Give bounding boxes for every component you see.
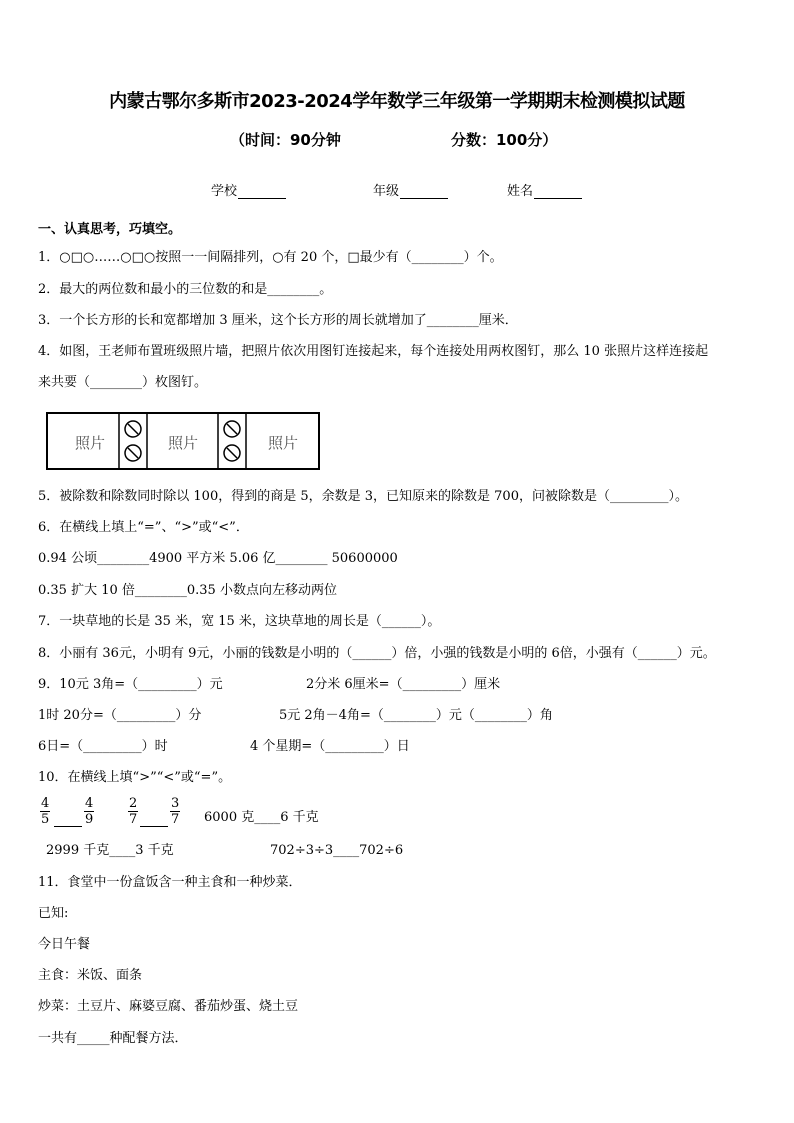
exam-score: 分数：100分） [451,131,558,149]
pin-icon [224,445,240,461]
question-10c: 6000 克____6 千克 [204,810,319,825]
fraction: $\frac{4}{5}$ [41,796,50,827]
question-4-line-1: 4．如图，王老师布置班级照片墙，把照片依次用图钉连接起来，每个连接处用两枚图钉，那么 10 张照片这样连接起 [38,344,709,359]
pin-icon [125,421,141,437]
question-9e: 6日=（_________）时 [38,739,168,754]
answer-blank[interactable] [54,816,82,827]
question-9f: 4 个星期=（_________）日 [250,739,410,754]
question-9d: 5元 2角－4角=（________）元（________）角 [279,708,553,723]
school-line [238,186,286,199]
grade-label: 年级 [373,184,400,199]
school-label: 学校 [211,184,238,199]
question-8: 8．小丽有 36元，小明有 9元，小丽的钱数是小明的（______）倍，小强的钱数是小明的 6倍，小强有（______）元。 [38,646,716,661]
name-field[interactable] [507,180,582,199]
fraction: $\frac{2}{7}$ [129,796,138,827]
question-11-known: 已知: [38,906,69,921]
question-5: 5．被除数和除数同时除以 100，得到的商是 5，余数是 3，已知原来的除数是 700，问被除数是（_________）。 [38,489,688,504]
fraction: $\frac{4}{9}$ [85,796,94,827]
question-11-total: 一共有_____种配餐方法． [38,1031,188,1046]
photo-wall-figure [46,412,320,470]
section-heading: 一、认真思考，巧填空。 [38,222,182,237]
page-title: 内蒙古鄂尔多斯市2023-2024学年数学三年级第一学期期末检测模拟试题 [109,91,685,112]
question-1: 1．○□○……○□○按照一一间隔排列，○有 20 个，□最少有（________）个。 [38,250,503,265]
question-2: 2．最大的两位数和最小的三位数的和是________。 [38,282,333,297]
question-11-staple: 主食：米饭、面条 [38,968,143,983]
school-field[interactable] [211,180,286,199]
question-6a: 0.94 公顷________4900 平方米 5.06 亿________ 50600000 [38,551,398,566]
question-9c: 1时 20分=（_________）分 [38,708,202,723]
question-3: 3．一个长方形的长和宽都增加 3 厘米，这个长方形的周长就增加了________厘米． [38,313,518,328]
pin-icon [224,421,240,437]
fraction: $\frac{3}{7}$ [171,796,180,827]
question-11-dishes: 炒菜：土豆片、麻婆豆腐、番茄炒蛋、烧土豆 [38,999,299,1014]
question-10: 10．在横线上填“>”“<”或“=”。 [38,770,232,785]
question-6b: 0.35 扩大 10 倍________0.35 小数点向左移动两位 [38,583,337,598]
photo-label: 照片 [267,434,299,452]
question-7: 7．一块草地的长是 35 米，宽 15 米，这块草地的周长是（______）。 [38,614,441,629]
question-9b: 2分米 6厘米=（_________）厘米 [306,677,501,692]
question-10e: 702÷3÷3____702÷6 [270,843,404,858]
exam-time: （时间：90分钟 [230,131,341,149]
grade-line [400,186,448,199]
question-11-menu: 今日午餐 [38,937,91,952]
grade-field[interactable] [373,180,448,199]
question-6: 6．在横线上填上“=”、“>”或“<”． [38,520,249,535]
photo-label: 照片 [167,434,199,452]
answer-blank[interactable] [140,816,168,827]
name-line [534,186,582,199]
name-label: 姓名 [507,184,534,199]
photo-label: 照片 [74,434,106,452]
pin-icon [125,445,141,461]
question-10d: 2999 千克____3 千克 [46,843,174,858]
question-11: 11．食堂中一份盒饭含一种主食和一种炒菜． [38,875,302,890]
exam-info [230,129,570,150]
question-9a: 9．10元 3角=（_________）元 [38,677,223,692]
question-4-line-2: 来共要（________）枚图钉。 [38,375,208,390]
